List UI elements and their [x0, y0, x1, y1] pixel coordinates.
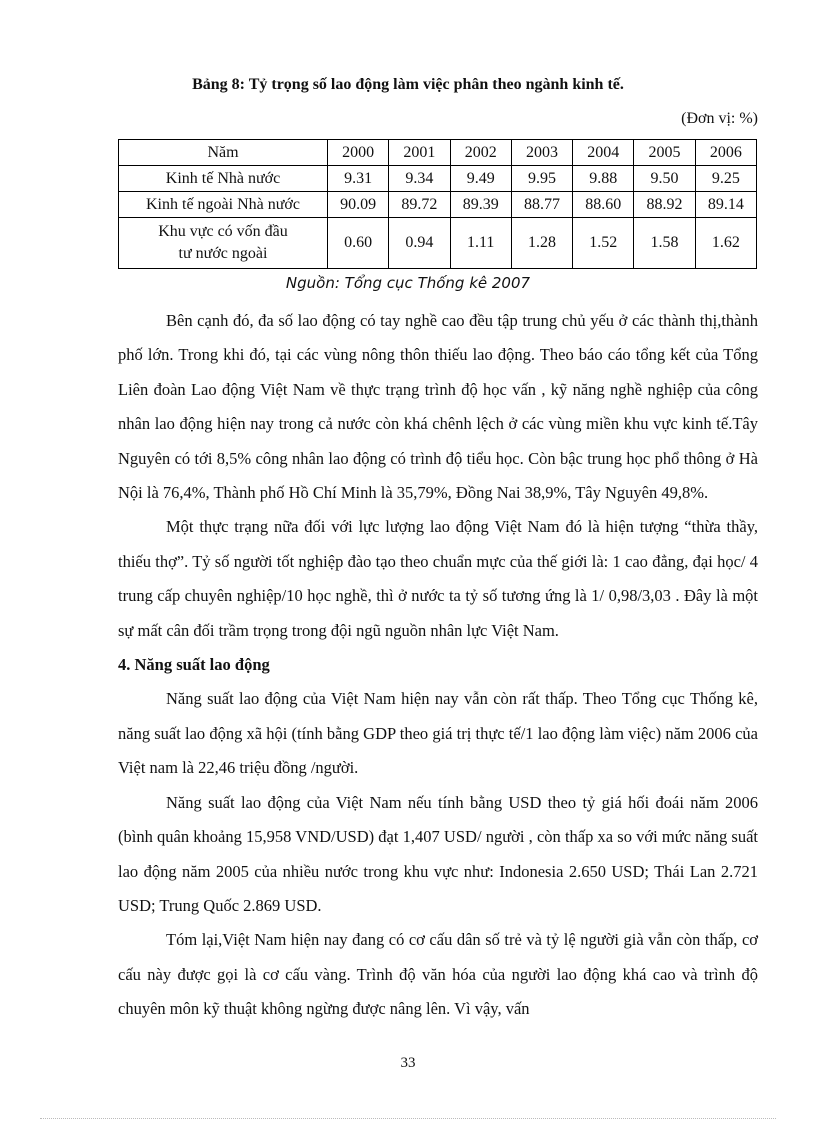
table-title: Bảng 8: Tỷ trọng số lao động làm việc phân theo ngành kinh tế.: [192, 76, 624, 93]
header-cell: 2002: [450, 140, 511, 166]
table-row: [119, 218, 757, 269]
table-cell: 0.94: [389, 218, 450, 269]
table-cell: 9.50: [634, 166, 695, 192]
table-cell: 1.28: [511, 218, 572, 269]
table-cell: 9.31: [328, 166, 389, 192]
paragraph: Tóm lại,Việt Nam hiện nay đang có cơ cấu dân số trẻ và tỷ lệ người già vẫn còn thấp, cơ cấu này được gọi là cơ cấu vàng. Trình độ văn hóa của người lao động khá cao và trình độ chuyên môn kỹ thuật không ngừng được nâng lên. Vì vậy, vấn: [118, 930, 758, 1019]
row-label-line: Khu vực có vốn đầu: [158, 223, 288, 240]
header-cell: Năm: [119, 140, 328, 166]
row-label-line: tư nước ngoài: [178, 245, 268, 262]
table-row: [119, 166, 757, 192]
table-cell: 9.95: [511, 166, 572, 192]
paragraph: Năng suất lao động của Việt Nam hiện nay vẫn còn rất thấp. Theo Tổng cục Thống kê, năng suất lao động xã hội (tính bằng GDP theo giá trị thực tế/1 lao động làm việc) năm 2006 của Việt nam là 22,46 triệu đồng /người.: [118, 689, 758, 778]
table-cell: 89.14: [695, 192, 756, 218]
table-cell: 9.34: [389, 166, 450, 192]
table-cell: 1.58: [634, 218, 695, 269]
paragraph: Một thực trạng nữa đối với lực lượng lao động Việt Nam đó là hiện tượng “thừa thầy, thiếu thợ”. Tỷ số người tốt nghiệp đào tạo theo chuẩn mực của thế giới là: 1 cao đẳng, đại học/ 4 trung cấp chuyên nghiệp/10 học nghề, thì ở nước ta tỷ số tương ứng là 1/ 0,98/3,03 . Đây là một sự mất cân đối trầm trọng trong đội ngũ nguồn nhân lực Việt Nam.: [118, 517, 758, 640]
table-cell: 89.72: [389, 192, 450, 218]
paragraph: Bên cạnh đó, đa số lao động có tay nghề cao đều tập trung chủ yếu ở các thành thị,thành phố lớn. Trong khi đó, tại các vùng nông thôn thiếu lao động. Theo báo cáo tổng kết của Tổng Liên đoàn Lao động Việt Nam về thực trạng trình độ học vấn , kỹ năng nghề nghiệp của công nhân lao động hiện nay trong cả nước còn khá chênh lệch ở các vùng miền khu vực kinh tế.Tây Nguyên có tới 8,5% công nhân lao động có trình độ tiểu học. Còn bậc trung học phổ thông ở Hà Nội là 76,4%, Thành phố Hồ Chí Minh là 35,79%, Đồng Nai 38,9%, Tây Nguyên 49,8%.: [118, 311, 758, 503]
section-heading: 4. Năng suất lao động: [118, 655, 270, 675]
table-cell: 88.60: [573, 192, 634, 218]
table-cell: 9.49: [450, 166, 511, 192]
table-row: [119, 192, 757, 218]
table-header-row: [119, 140, 757, 166]
table-cell: 88.77: [511, 192, 572, 218]
header-cell: 2003: [511, 140, 572, 166]
header-cell: 2004: [573, 140, 634, 166]
table-cell: 90.09: [328, 192, 389, 218]
table-cell: 0.60: [328, 218, 389, 269]
table-cell: 1.62: [695, 218, 756, 269]
table-cell: 1.52: [573, 218, 634, 269]
table-cell: 9.88: [573, 166, 634, 192]
header-cell: 2000: [328, 140, 389, 166]
table-unit: (Đơn vị: %): [681, 110, 758, 127]
paragraph: Năng suất lao động của Việt Nam nếu tính bằng USD theo tỷ giá hối đoái năm 2006 (bình quân khoảng 15,958 VND/USD) đạt 1,407 USD/ người , còn thấp xa so với mức năng suất lao động năm 2005 của nhiều nước trong khu vực như: Indonesia 2.650 USD; Thái Lan 2.721 USD; Trung Quốc 2.869 USD.: [118, 792, 758, 915]
labor-share-table: [118, 139, 757, 269]
table-cell: 89.39: [450, 192, 511, 218]
table-cell: 9.25: [695, 166, 756, 192]
footer-divider: [40, 1118, 776, 1119]
table-cell: 88.92: [634, 192, 695, 218]
row-label: [119, 218, 328, 269]
row-label: Kinh tế Nhà nước: [119, 166, 328, 192]
body-text: [118, 304, 758, 1027]
table-source: Nguồn: Tổng cục Thống kê 2007: [285, 274, 531, 292]
header-cell: 2006: [695, 140, 756, 166]
table-cell: 1.11: [450, 218, 511, 269]
header-cell: 2001: [389, 140, 450, 166]
row-label: Kinh tế ngoài Nhà nước: [119, 192, 328, 218]
header-cell: 2005: [634, 140, 695, 166]
page-number: 33: [400, 1055, 416, 1071]
